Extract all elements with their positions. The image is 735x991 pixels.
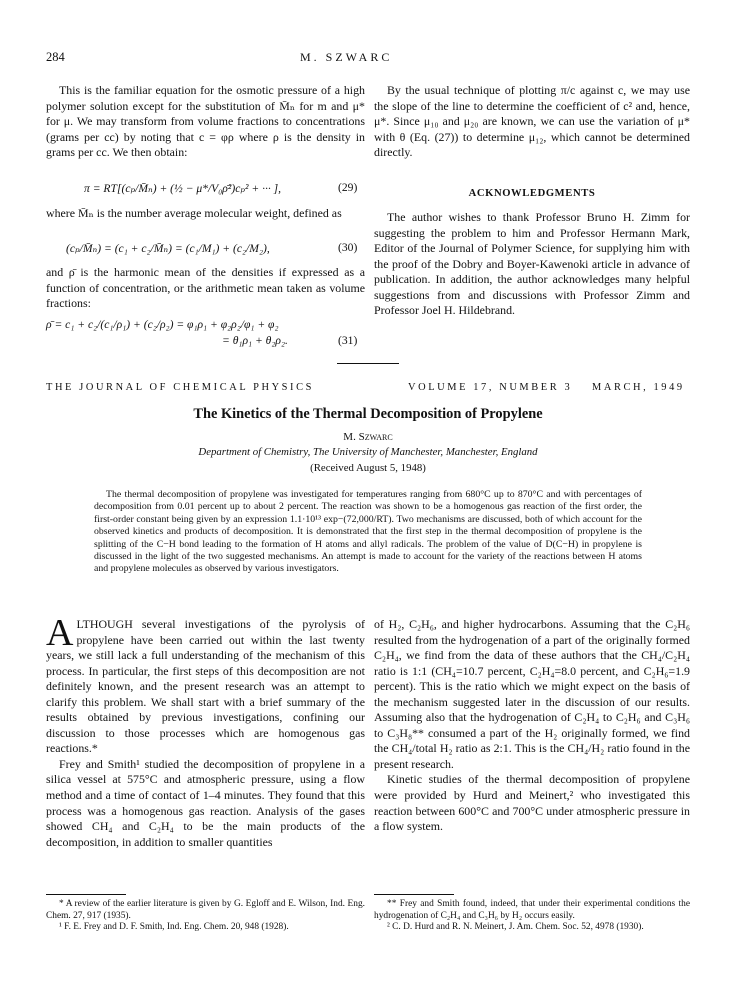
prev-right-paragraph-1: By the usual technique of plotting π/c against c, we may use the slope of the line to determine the coefficient of c² and, hence, μ*. Since μ₁₀ and μ₂₀ are known, we can use the variation of μ* with θ (Eq. (27)) to determine μ₁₂, which cannot be determined directly.	[374, 83, 690, 160]
article-left-paragraph-1	[46, 612, 365, 757]
footnotes-left	[46, 899, 365, 934]
footnote-asterisk: * A review of the earlier literature is given by G. Egloff and E. Wilson, Ind. Eng. Chem. 27, 917 (1935).	[46, 899, 365, 921]
article-separator-rule	[337, 363, 399, 364]
prev-left-paragraph-3: and ρ̄ is the harmonic mean of the densities if expressed as a function of concentration, or the arithmetic mean taken as volume fractions:	[46, 265, 365, 311]
article-right-paragraph-2: Kinetic studies of the thermal decomposition of propylene were provided by Hurd and Meinert,² who investigated this reaction between 600°C and 700°C under atmospheric pressure in a flow system.	[374, 772, 690, 834]
article-title: The Kinetics of the Thermal Decomposition of Propylene	[193, 406, 543, 422]
equation-30: (cₚ/M̄ₙ) = (c₁ + c₂/M̄ₙ) = (c₁/M₁) + (c₂/M₂),	[66, 242, 270, 255]
journal-volume: VOLUME 17, NUMBER 3	[408, 382, 573, 393]
footnote-1: ¹ F. E. Frey and D. F. Smith, Ind. Eng. Chem. 20, 948 (1928).	[59, 922, 289, 933]
acknowledgments-heading: ACKNOWLEDGMENTS	[468, 188, 596, 199]
article-abstract	[94, 489, 642, 576]
article-received: (Received August 5, 1948)	[310, 462, 426, 474]
prev-left-column	[46, 83, 365, 161]
article-right-column	[374, 617, 690, 835]
footnotes-right	[374, 899, 690, 934]
equation-31-line-2: = θ₁ρ₁ + θ₂ρ₂.	[222, 334, 288, 347]
equation-29-number: (29)	[338, 181, 358, 194]
equation-30-number: (30)	[338, 241, 358, 254]
drop-cap: A	[46, 612, 74, 654]
equation-31-number: (31)	[338, 334, 358, 347]
equation-29: π = RT[(cₚ/M̄ₙ) + (½ − μ*/V₀ρ̄²)cₚ² + ··· ],	[84, 182, 282, 195]
footnote-rule-left	[46, 894, 126, 895]
prev-left-paragraph-1: This is the familiar equation for the osmotic pressure of a high polymer solution except for the substitution of M̄ₙ for m and μ* for μ. We may transform from volume fractions to concentrations (grams per cc) by noting that c = φρ where ρ is the density in grams per cc. We then obtain:	[46, 83, 365, 160]
acknowledgments-text: The author wishes to thank Professor Bruno H. Zimm for suggesting the problem to him and Professor Hermann Mark, Editor of the Journal of Polymer Science, for supplying him with the proof of the Dobry and Boyer-Kawenoki article in advance of publication. In addition, the author acknowledges many helpful suggestions from and discussions with Professor Zimm and Professor Joel H. Hildebrand.	[374, 210, 690, 318]
abstract-text: The thermal decomposition of propylene was investigated for temperatures ranging from 680°C up to 870°C and with percentages of decomposition from 0.01 percent up to about 2 percent. The reaction was shown to be a homogenous gas reaction of the first order, the first-order constant being given by an expression 1.1·10¹³ exp−(72,000/RT). Two mechanisms are discussed, both of which account for the observed kinetics and products of decomposition. It is demonstrated that the first step in the thermal decomposition of propylene is the splitting of the C−H bond leading to the formation of H atoms and allyl radicals. The problem of the value of D(C−H) in propylene is discussed in the light of the two suggested mechanisms. An attempt is made to account for the variety of the reactions between H atoms and propylene molecules as observed by various investigators.	[94, 489, 642, 575]
page-number: 284	[46, 50, 65, 64]
prev-left-paragraph-2: where M̄ₙ is the number average molecular weight, defined as	[46, 206, 342, 220]
article-left-paragraph-1-text: LTHOUGH several investigations of the pyrolysis of propylene have been carried out within the last twenty years, we still lack a full understanding of the mechanism of this process. In particular, the first steps of this decomposition are not definitely known, and the present research was an attempt to clarify this problem. We shall start with a brief summary of the results obtained by previous investigations, confining our discussion to those processes which are homogenous gas reactions.*	[46, 617, 365, 756]
journal-date: MARCH, 1949	[592, 382, 685, 393]
article-left-paragraph-2: Frey and Smith¹ studied the decomposition of propylene in a silica vessel at 575°C and atmospheric pressure, using a flow method and a time of contact of 1–4 minutes. They found that this process was a homogenous gas reaction. Analysis of the gases showed CH₄ and C₂H₄ to be the main products of the decomposition, in addition to smaller quantities	[46, 756, 365, 849]
footnote-2: ² C. D. Hurd and R. N. Meinert, J. Am. Chem. Soc. 52, 4978 (1930).	[387, 922, 644, 933]
article-right-paragraph-1: of H₂, C₂H₆, and higher hydrocarbons. Assuming that the C₂H₆ resulted from the hydrogenation of a part of the originally formed C₂H₄, we find from the data of these authors that the CH₄/C₂H₄ ratio is 1:1 (CH₄=10.7 percent, C₂H₄=8.0 percent, and C₂H₆=1.9 percent). This is the ratio which we might expect on the basis of the mechanism suggested later in the discussion of our results. Assuming also that the hydrogenation of C₂H₄ to C₂H₆ and C₃H₆ to C₃H₈** consumed a part of the H₂ originally formed, we find the CH₄/total H₂ ratio as 2:1. This is the CH₄/H₂ ratio found in the present research.	[374, 617, 690, 771]
article-affiliation: Department of Chemistry, The University of Manchester, Manchester, England	[198, 446, 538, 458]
article-left-column	[46, 612, 365, 850]
prev-right-column	[374, 83, 690, 161]
footnote-rule-right	[374, 894, 454, 895]
footnote-double-asterisk: ** Frey and Smith found, indeed, that under their experimental conditions the hydrogenation of C₂H₄ and C₃H₆ by H₂ occurs easily.	[374, 899, 690, 921]
prev-left-column-3	[46, 265, 365, 312]
acknowledgments-column	[374, 210, 690, 319]
equation-31-line-1: ρ̄ = c₁ + c₂/(c₁/ρ₁) + (c₂/ρ₂) = φ₁ρ₁ + φ₂ρ₂/φ₁ + φ₂	[46, 318, 279, 331]
running-head: M. SZWARC	[300, 50, 393, 64]
prev-left-column-2	[46, 206, 365, 222]
article-author: M. Szwarc	[343, 431, 393, 443]
journal-name: THE JOURNAL OF CHEMICAL PHYSICS	[46, 382, 315, 393]
